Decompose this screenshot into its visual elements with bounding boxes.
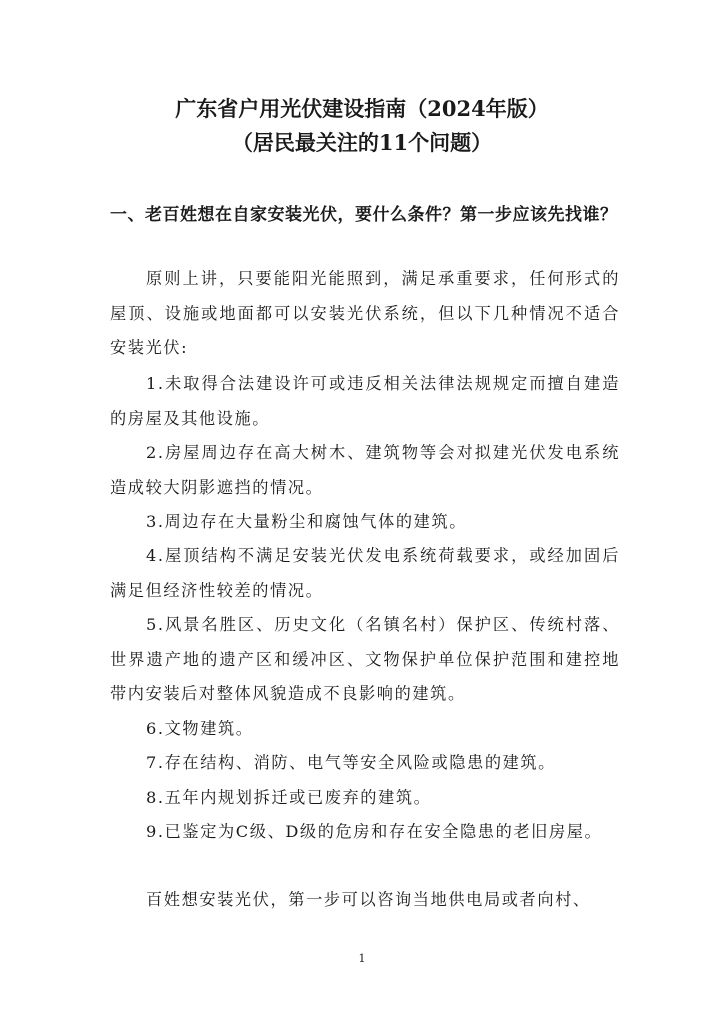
- list-item-6: 6.文物建筑。: [146, 719, 254, 738]
- list-item-4: 4.屋顶结构不满足安装光伏发电系统荷载要求，或经加固后满足但经济性较差的情况。: [110, 546, 620, 600]
- section-heading-1: 一、老百姓想在自家安装光伏，要什么条件？第一步应该先找谁？: [110, 205, 618, 225]
- document-subtitle: （居民最关注的11个问题）: [231, 130, 493, 155]
- list-item-2: 2.房屋周边存在高大树木、建筑物等会对拟建光伏发电系统造成较大阴影遮挡的情况。: [110, 443, 620, 497]
- closing-paragraph: 百姓想安装光伏，第一步可以咨询当地供电局或者向村、: [146, 890, 591, 909]
- list-item-1: 1.未取得合法建设许可或违反相关法律法规规定而擅自建造的房屋及其他设施。: [110, 374, 620, 428]
- list-item-8: 8.五年内规划拆迁或已废弃的建筑。: [146, 788, 432, 807]
- intro-paragraph: 原则上讲，只要能阳光能照到，满足承重要求，任何形式的屋顶、设施或地面都可以安装光伏系统，但以下几种情况不适合安装光伏:: [110, 269, 620, 357]
- document-title: 广东省户用光伏建设指南（2024年版）: [175, 96, 549, 121]
- list-item-3: 3.周边存在大量粉尘和腐蚀气体的建筑。: [146, 512, 468, 531]
- list-item-7: 7.存在结构、消防、电气等安全风险或隐患的建筑。: [146, 753, 556, 772]
- list-item-9: 9.已鉴定为C级、D级的危房和存在安全隐患的老旧房屋。: [146, 822, 603, 841]
- list-item-5: 5.风景名胜区、历史文化（名镇名村）保护区、传统村落、世界遗产地的遗产区和缓冲区、文物保护单位保护范围和建控地带内安装后对整体风貌造成不良影响的建筑。: [110, 615, 620, 703]
- page-number: 1: [358, 952, 366, 965]
